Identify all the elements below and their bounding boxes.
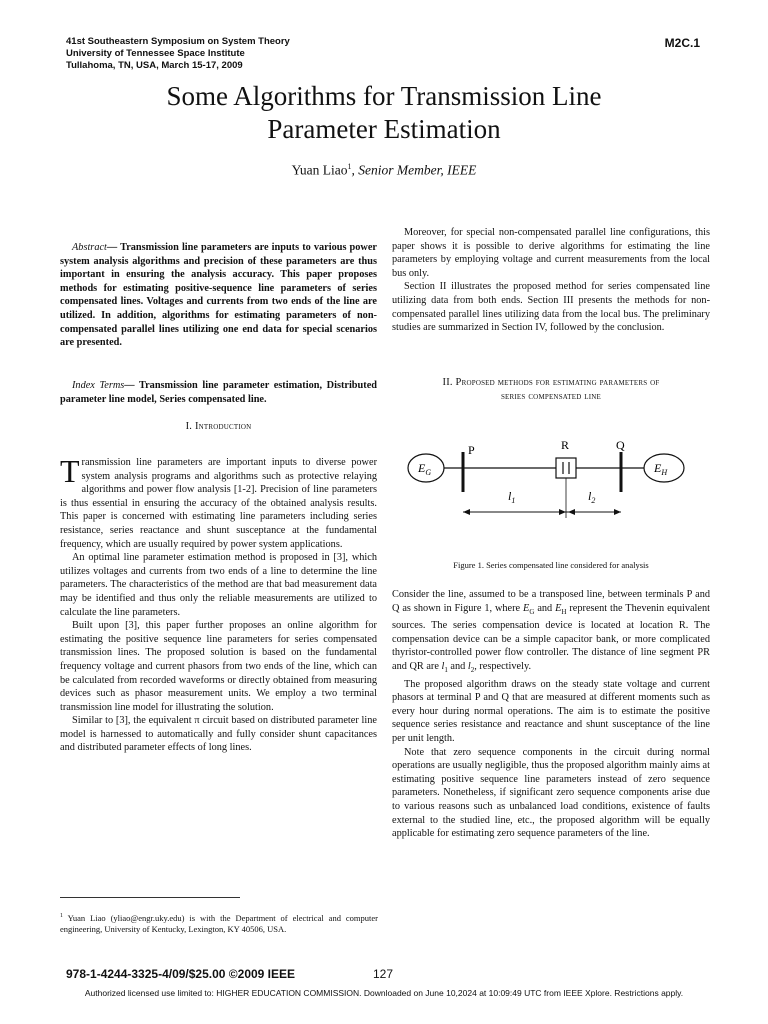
paragraph: Built upon [3], this paper further proposes an online algorithm for estimating the positive sequence line parameters for series compensated transmission lines. The proposed solution is based on the fundamental frequency voltage and current phasors from two ends of the line, which can be calculated from recorded waveforms or directly obtained from measuring devices such as phasor measurement units. We employ a two terminal transmission line model for illustrating the solution. (60, 620, 377, 713)
conference-line: Tullahoma, TN, USA, March 15-17, 2009 (66, 60, 243, 71)
conference-line: 41st Southeastern Symposium on System Theory (66, 36, 290, 47)
label-r: R (561, 438, 570, 452)
footnote-divider (60, 897, 240, 898)
paragraph: An optimal line parameter estimation method is proposed in [3], which utilizes voltages and currents from two ends of a line to determine the line parameters. The characteristics of the method are that bad measurement data may be identified and thus only the reliable measurements are utilized to calculate the line parameters. (60, 552, 377, 618)
paragraph: Consider the line, assumed to be a transposed line, between terminals P and Q as shown in Figure 1, where $E_G$ and $E_H$ represent the Thevenin equivalent sources. The series compensation device is located at location R. The compensation device can be a simple capacitor bank, or more complicated thyristor-controlled power flow controller. The distance of line segment PR and QR are $l_1$ and $l_2$, respectively. (392, 589, 710, 675)
paragraph: Section II illustrates the proposed method for series compensated line utilizing data from both ends. Section III presents the methods for non-compensated parallel lines utilizing data from the local bus. The preliminary studies are summarized in Section IV, followed by the conclusion. (392, 281, 710, 334)
conference-line: University of Tennessee Space Institute (66, 48, 245, 59)
label-p: P (468, 443, 475, 457)
paragraph: Moreover, for special non-compensated parallel line configurations, this paper shows it is possible to derive algorithms for estimating the line parameters by employing voltage and current measurements from the local bus only. (392, 227, 710, 279)
footnote-mark: 1 (60, 913, 63, 919)
paragraph: Note that zero sequence components in the circuit during normal operations are usually negligible, thus the proposed algorithm mainly aims at estimating positive sequence line parameters instead of zero sequence parameters. Nonetheless, if significant zero sequence components arise due to various reasons such as unbalanced load conditions, existence of faults external to the studied line, etc., the proposed algorithm will be equally applicable for estimating zero sequence parameters of the line. (392, 746, 710, 840)
paragraph: The proposed algorithm draws on the steady state voltage and current phasors at terminal P and Q that are measured at different moments such as every hour during normal operations. The aim is to estimate the positive sequence series resistance and reactance and shunt susceptance of the line per unit length. (392, 678, 710, 745)
author-footnote-mark: 1 (347, 162, 352, 171)
label-q: Q (616, 438, 625, 452)
paragraph: Similar to [3], the equivalent π circuit based on distributed parameter line model is harnessed to automatically and fully consider shunt capacitances and distributed parameter effects of long lines. (60, 715, 377, 754)
compensation-device (556, 458, 576, 478)
author-line (0, 162, 768, 179)
abstract-dash: — (106, 242, 121, 253)
paper-title (0, 80, 768, 146)
figure-series-compensated-line (392, 430, 710, 530)
abstract-label: Abstract (72, 242, 107, 253)
isbn-line: 978-1-4244-3325-4/09/$25.00 ©2009 IEEE (66, 967, 296, 981)
session-code: M2C.1 (664, 36, 700, 50)
title-line: Some Algorithms for Transmission Line (166, 81, 602, 111)
author-affiliation: , Senior Member, IEEE (351, 162, 477, 178)
index-terms-label: Index Terms (72, 380, 125, 391)
drop-cap: T (60, 453, 80, 489)
authorized-use-notice: Authorized licensed use limited to: HIGHER EDUCATION COMMISSION. Downloaded on June 10,2024 at 10:09:49 UTC from IEEE Xplore. Restrictions apply. (84, 988, 684, 998)
title-line: Parameter Estimation (267, 114, 501, 144)
abstract-text: Transmission line parameters are inputs to various power system analysis algorithms and precision of these parameters are thus important in ensuring the analysis accuracy. This paper proposes methods for estimating positive-sequence line parameters of series compensated lines. Voltages and currents from two ends of the line are utilized. In addition, algorithms for estimating parameters of non-compensated parallel lines utilizing one end data for special scenarios are presented. (60, 242, 377, 349)
index-terms-dash: — (124, 380, 139, 391)
label-l1: $l_1$ (508, 489, 516, 505)
introduction-body (60, 453, 377, 755)
page-number: 127 (373, 967, 394, 981)
right-column-body (392, 588, 710, 841)
author-name: Yuan Liao (291, 162, 348, 178)
abstract (60, 241, 377, 350)
label-eg: $E_G$ (418, 461, 432, 477)
figure-caption: Figure 1. Series compensated line considered for analysis (453, 560, 649, 570)
paragraph: Transmission line parameters are important inputs to diverse power system analysis programs and algorithms such as protective relaying algorithms and power flow analysis [1-2]. Precision of line parameters is thus essential in ensuring the accuracy of the obtained analysis results. This paper is concerned with estimating line parameters including series resistance, series reactance and shunt susceptance at the fundamental frequency, which are usually required by power system applications. (60, 453, 377, 550)
right-column-intro (392, 226, 710, 335)
conference-info (66, 36, 290, 72)
index-terms (60, 379, 377, 406)
section-heading-proposed-methods: II. Proposed methods for estimating parameters of series compensated line (442, 377, 660, 402)
index-terms-text: Transmission line parameter estimation, Distributed parameter line model, Series compensated line. (60, 380, 377, 405)
footnote (60, 911, 378, 935)
label-l2: $l_2$ (588, 489, 596, 505)
footnote-text: Yuan Liao (yliao@engr.uky.edu) is with the Department of electrical and computer engineering, University of Kentucky, Lexington, KY 40506, USA. (60, 912, 378, 934)
section-heading-introduction: I. Introduction (185, 421, 252, 432)
label-eh: $E_H$ (654, 461, 668, 477)
